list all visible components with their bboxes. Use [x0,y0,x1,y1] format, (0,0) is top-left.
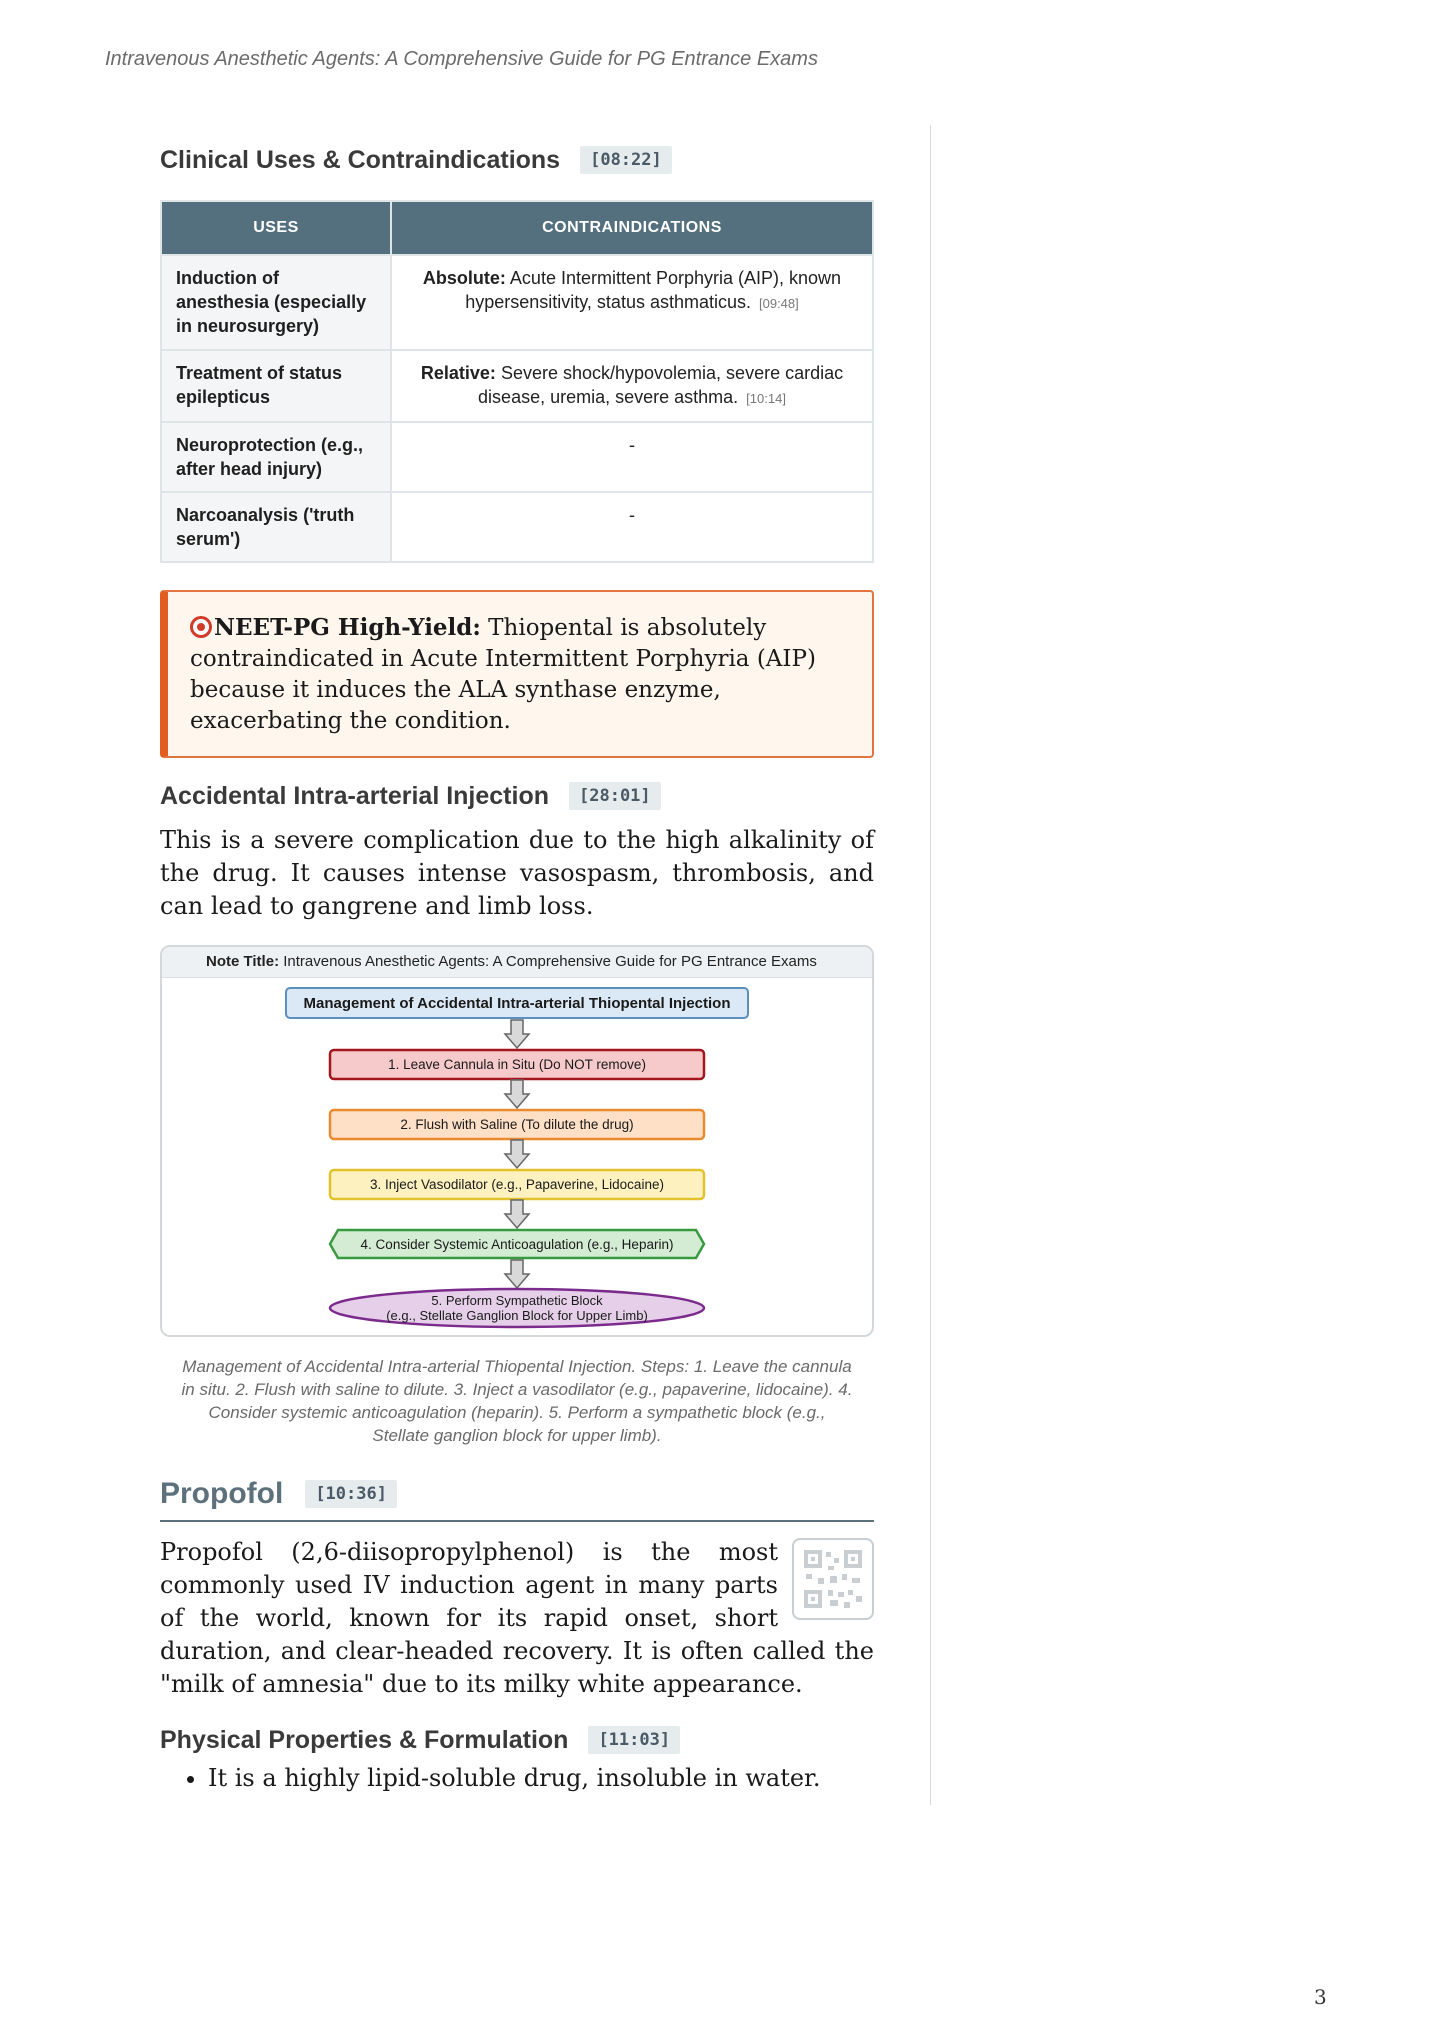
flow-arrow-5 [505,1260,529,1288]
step-4-text: 4. Consider Systemic Anticoagulation (e.g., Heparin) [360,1237,674,1252]
contra-timestamp[interactable]: [10:14] [746,391,786,406]
qr-spacer [778,1536,874,1622]
intra-arterial-timestamp[interactable]: [28:01] [569,782,661,810]
propofol-body [160,1536,874,1701]
contra-label: Relative: [420,363,496,383]
callout-label: NEET-PG High-Yield: [214,614,481,641]
table-row [161,492,873,562]
step-5-text-line1: 5. Perform Sympathetic Block [431,1293,603,1308]
clinical-section [160,140,874,563]
physical-timestamp[interactable]: [11:03] [588,1726,680,1754]
figure-caption: Management of Accidental Intra-arterial Thiopental Injection. Steps: 1. Leave the cannula in situ. 2. Flush with saline to dilute. 3. Inject a vasodilator (e.g., papaverine, lidocaine). 4. Consider systemic anticoagulation (heparin). 5. Perform a sympathetic block (e.g., Stellate ganglion block for upper limb). [181,1357,853,1445]
flow-title-text: Management of Accidental Intra-arterial Thiopental Injection [303,995,731,1012]
contra-cell [391,350,873,422]
propofol-paragraph: Propofol (2,6-diisopropylphenol) is the most commonly used IV induction agent in many parts of the world, known for its rapid onset, short duration, and clear-headed recovery. It is often called the "milk of amnesia" due to its milky white appearance. [160,1538,874,1698]
contra-cell: - [391,422,873,492]
flow-arrow-1 [505,1020,529,1048]
clinical-table [160,200,874,563]
column-header-uses: USES [161,201,391,255]
table-row [161,422,873,492]
flow-arrow-2 [505,1080,529,1108]
high-yield-callout [160,590,874,758]
physical-section [160,1720,874,1795]
step-3-text: 3. Inject Vasodilator (e.g., Papaverine, Lidocaine) [370,1177,664,1192]
propofol-heading [160,1468,874,1522]
step-2-text: 2. Flush with Saline (To dilute the drug) [400,1117,634,1132]
contra-cell [391,255,873,350]
physical-title: Physical Properties & Formulation [160,1725,569,1754]
use-cell: Induction of anesthesia (especially in neurosurgery) [161,255,391,350]
list-item: • It is a highly lipid-soluble drug, insoluble in water. [208,1762,874,1795]
callout-text: Thiopental is absolutely contraindicated in Acute Intermittent Porphyria (AIP) because it induces the ALA synthase enzyme, exacerbating the condition. [190,615,816,734]
margin-rule [930,125,931,1805]
intra-arterial-section [160,776,874,923]
contra-text: Acute Intermittent Porphyria (AIP), known hypersensitivity, status asthmaticus. [465,268,842,312]
note-text: Intravenous Anesthetic Agents: A Comprehensive Guide for PG Entrance Exams [279,953,817,970]
table-row [161,255,873,350]
column-header-contraindications: CONTRAINDICATIONS [391,201,873,255]
use-cell: Narcoanalysis ('truth serum') [161,492,391,562]
page-number: 3 [1314,1985,1327,2009]
propofol-title: Propofol [160,1477,284,1510]
step-5-text-line2: (e.g., Stellate Ganglion Block for Upper Limb) [386,1308,648,1323]
step-1-text: 1. Leave Cannula in Situ (Do NOT remove) [388,1057,646,1072]
figure-note-bar [162,947,872,978]
running-header: Intravenous Anesthetic Agents: A Comprehensive Guide for PG Entrance Exams [105,48,818,70]
intra-arterial-paragraph: This is a severe complication due to the high alkalinity of the drug. It causes intense vasospasm, thrombosis, and can lead to gangrene and limb loss. [160,826,874,920]
intra-arterial-title: Accidental Intra-arterial Injection [160,781,549,810]
flow-arrow-3 [505,1140,529,1168]
physical-bullets [160,1762,874,1795]
contra-text: Severe shock/hypovolemia, severe cardiac disease, uremia, severe asthma. [478,363,844,407]
propofol-timestamp[interactable]: [10:36] [305,1480,397,1508]
flow-arrow-4 [505,1200,529,1228]
use-cell: Neuroprotection (e.g., after head injury) [161,422,391,492]
clinical-title: Clinical Uses & Contraindications [160,145,561,174]
table-row [161,350,873,422]
flowchart-diagram [162,978,872,1336]
physical-heading [160,1720,874,1760]
flowchart-figure [160,945,874,1337]
clinical-timestamp[interactable]: [08:22] [580,146,672,174]
clinical-heading [160,140,874,180]
use-cell: Treatment of status epilepticus [161,350,391,422]
contra-timestamp[interactable]: [09:48] [759,296,799,311]
contra-cell: - [391,492,873,562]
table-header-row [161,201,873,255]
target-icon [190,616,212,638]
contra-label: Absolute: [422,268,506,288]
note-label: Note Title: [206,953,280,970]
intra-arterial-heading [160,776,874,816]
